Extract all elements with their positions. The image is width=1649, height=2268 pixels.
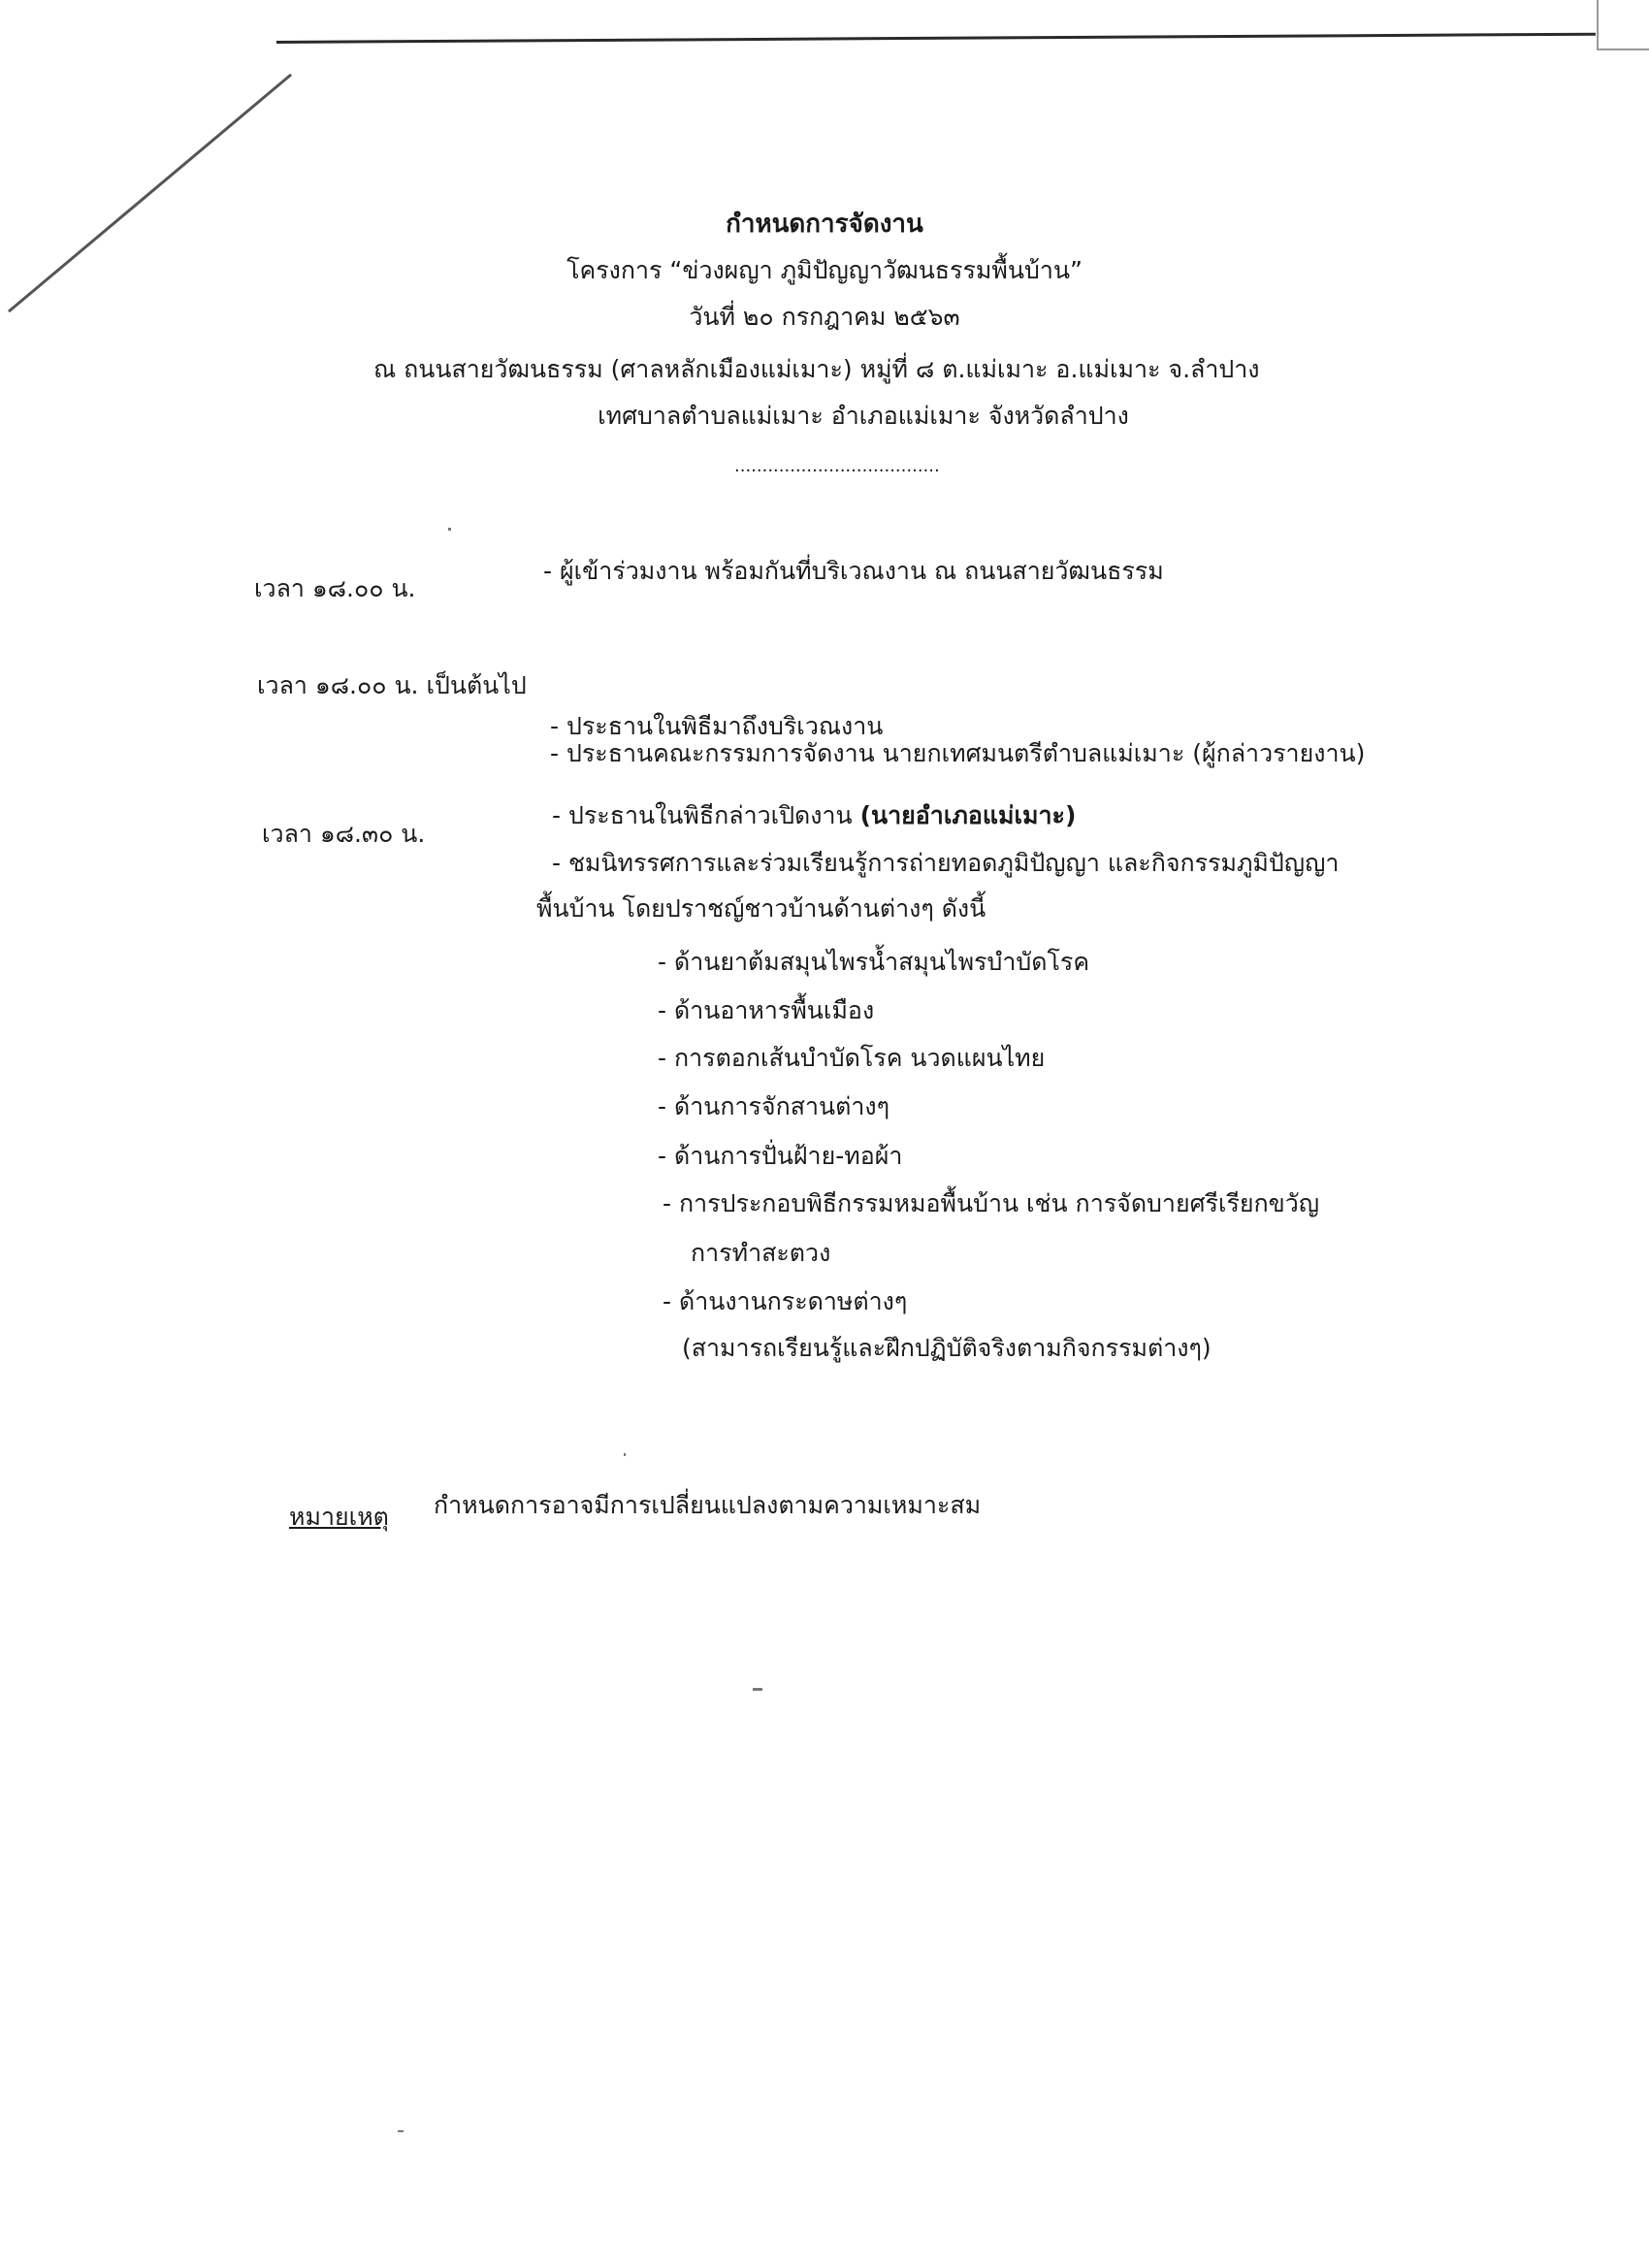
header-separator: ..................................... — [734, 456, 940, 476]
time-label-2: เวลา ๑๘.๐๐ น. เป็นต้นไป — [257, 671, 527, 699]
activity-item: - ด้านการจักสานต่างๆ — [658, 1092, 890, 1120]
activity-item-continuation: การทำสะตวง — [691, 1239, 831, 1267]
scan-speck — [753, 1688, 762, 1691]
activity-item: - การประกอบพิธีกรรมหมอพื้นบ้าน เช่น การจัดบายศรีเรียกขวัญ — [663, 1189, 1320, 1217]
schedule-item-2a: - ประธานในพิธีมาถึงบริเวณงาน — [550, 712, 884, 740]
scan-speck — [624, 1453, 626, 1456]
schedule-item-1: - ผู้เข้าร่วมงาน พร้อมกันที่บริเวณงาน ณ ถนนสายวัฒนธรรม — [543, 557, 1164, 585]
event-venue: ณ ถนนสายวัฒนธรรม (ศาลหลักเมืองแม่เมาะ) หมู่ที่ ๘ ต.แม่เมาะ อ.แม่เมาะ จ.ลำปาง — [373, 355, 1260, 383]
time-label-1: เวลา ๑๘.๐๐ น. — [254, 574, 416, 602]
activity-note: (สามารถเรียนรู้และฝึกปฏิบัติจริงตามกิจกรรมต่างๆ) — [682, 1334, 1212, 1362]
activity-item: - ด้านอาหารพื้นเมือง — [658, 996, 875, 1024]
event-date: วันที่ ๒๐ กรกฎาคม ๒๕๖๓ — [689, 303, 960, 331]
activity-item: - การตอกเส้นบำบัดโรค นวดแผนไทย — [658, 1044, 1046, 1072]
organizer: เทศบาลตำบลแม่เมาะ อำเภอแม่เมาะ จังหวัดลำปาง — [598, 402, 1129, 430]
scan-paper-edge-top — [276, 33, 1596, 44]
scan-speck — [398, 2130, 404, 2132]
schedule-item-3a-text: - ประธานในพิธีกล่าวเปิดงาน — [552, 801, 853, 829]
scan-speck — [448, 528, 451, 531]
schedule-item-2b: - ประธานคณะกรรมการจัดงาน นายกเทศมนตรีตำบลแม่เมาะ (ผู้กล่าวรายงาน) — [550, 739, 1366, 767]
schedule-item-3a — [552, 799, 1076, 832]
note-text: กำหนดการอาจมีการเปลี่ยนแปลงตามความเหมาะสม — [434, 1491, 982, 1519]
schedule-item-3b-line1: - ชมนิทรรศการและร่วมเรียนรู้การถ่ายทอดภูมิปัญญา และกิจกรรมภูมิปัญญา — [552, 849, 1340, 877]
document-title: กำหนดการจัดงาน — [726, 210, 923, 239]
schedule-item-3b-line2: พื้นบ้าน โดยปราชญ์ชาวบ้านด้านต่างๆ ดังนี้ — [536, 894, 986, 923]
project-name: โครงการ “ข่วงผญา ภูมิปัญญาวัฒนธรรมพื้นบ้าน” — [566, 256, 1083, 284]
activity-item: - ด้านงานกระดาษต่างๆ — [663, 1287, 908, 1315]
activity-item: - ด้านยาต้มสมุนไพรน้ำสมุนไพรบำบัดโรค — [658, 948, 1090, 976]
activity-item: - ด้านการปั่นฝ้าย-ทอผ้า — [658, 1142, 903, 1170]
note-label: หมายเหตุ — [289, 1503, 389, 1531]
scan-corner-mark — [1597, 0, 1649, 50]
time-label-3: เวลา ๑๘.๓๐ น. — [262, 820, 426, 848]
schedule-item-3a-presider: (นายอำเภอแม่เมาะ) — [859, 801, 1077, 829]
